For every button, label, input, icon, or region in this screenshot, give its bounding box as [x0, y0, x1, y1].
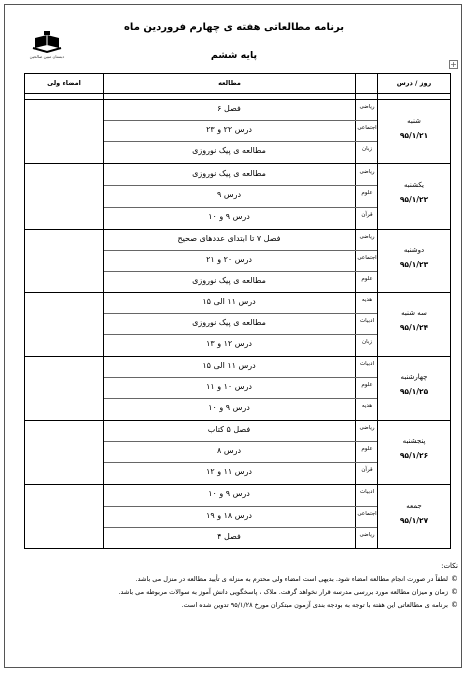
subject-cell: زبان [362, 146, 372, 152]
subject-cell: علوم [361, 276, 373, 282]
notes-section [10, 560, 458, 612]
study-cell: درس ۹ و ۱۰ [208, 212, 250, 221]
study-cell: درس ۱۰ و ۱۱ [206, 382, 252, 391]
subject-cell: ادبیات [359, 318, 375, 324]
day-cell: پنجشنبه ۹۵/۱/۲۶ [399, 437, 429, 460]
day-cell: یکشنبه ۹۵/۱/۲۲ [399, 181, 429, 204]
subject-cell: ادبیات [359, 361, 375, 367]
subject-cell: قرآن [361, 467, 373, 473]
subject-cell: هدیه [361, 297, 373, 303]
subject-cell: اجتماعی [357, 511, 377, 517]
study-cell: مطالعه ی پیک نوروزی [192, 318, 266, 327]
day-cell: چهارشنبه ۹۵/۱/۲۵ [399, 373, 429, 396]
study-cell: مطالعه ی پیک نوروزی [192, 276, 266, 285]
study-cell: درس ۱۱ الی ۱۵ [202, 297, 256, 306]
copyright-bullet-icon: © [451, 588, 458, 596]
day-cell: دوشنبه ۹۵/۱/۲۳ [399, 246, 429, 269]
logo-caption: دبستان مبین صالحین [29, 54, 65, 59]
study-cell: فصل ۴ [217, 532, 241, 541]
study-cell: فصل ۵ کتاب [207, 425, 251, 434]
subject-cell: هدیه [361, 403, 373, 409]
schedule-table [24, 73, 451, 549]
subject-cell: علوم [361, 190, 373, 196]
study-cell: درس ۲۰ و ۲۱ [206, 255, 252, 264]
subject-cell: ریاضی [359, 425, 375, 431]
study-cell: فصل ۶ [217, 104, 241, 113]
study-cell: درس ۹ [216, 190, 242, 199]
subject-cell: قرآن [361, 212, 373, 218]
header-study: مطالعه [218, 79, 241, 87]
subject-cell: ریاضی [359, 104, 375, 110]
note-item: ©برنامه ی مطالعاتی این هفته با توجه به بودجه بندی آزمون مبتکران مورخ ۹۵/۱/۲۸ تدوین شده است. [10, 599, 458, 612]
study-cell: درس ۱۱ الی ۱۵ [202, 361, 256, 370]
study-cell: درس ۱۲ و ۱۳ [206, 339, 252, 348]
study-cell: درس ۸ [216, 446, 242, 455]
day-cell: جمعه ۹۵/۱/۲۷ [399, 502, 429, 525]
subject-cell: ریاضی [359, 169, 375, 175]
subject-cell: علوم [361, 446, 373, 452]
page-title: برنامه مطالعاتی هفته ی چهارم فروردین ماه [124, 22, 344, 33]
study-cell: درس ۱۱ و ۱۲ [206, 467, 252, 476]
study-cell: درس ۱۸ و ۱۹ [206, 511, 252, 520]
day-cell: سه شنبه ۹۵/۱/۲۴ [399, 309, 429, 332]
header-parent-signature: امضاء ولی [47, 79, 81, 87]
subject-cell: ریاضی [359, 532, 375, 538]
note-item: ©لطفاً در صورت انجام مطالعه امضاء شود. بدیهی است امضاء ولی محترم به منزله ی تأیید مطالعه در منزل می باشد. [10, 573, 458, 586]
header-day-subject: روز / درس [396, 79, 432, 87]
subject-cell: اجتماعی [357, 255, 377, 261]
study-cell: فصل ۷ تا ابتدای عددهای صحیح [177, 234, 281, 243]
study-cell: درس ۲۲ و ۲۳ [206, 125, 252, 134]
study-cell: مطالعه ی پیک نوروزی [192, 146, 266, 155]
study-cell: درس ۹ و ۱۰ [208, 403, 250, 412]
table-move-handle-icon[interactable]: + [450, 60, 457, 69]
note-item: ©زمان و میزان مطالعه مورد بررسی مدرسه قرار نخواهد گرفت. ملاک ، پاسخگویی دانش آموز به سوالات مربوطه می باشد. [10, 586, 458, 599]
subject-cell: زبان [362, 339, 372, 345]
subject-cell: علوم [361, 382, 373, 388]
grade-subtitle: پایه ششم [210, 50, 258, 61]
subject-cell: ادبیات [359, 489, 375, 495]
subject-cell: اجتماعی [357, 125, 377, 131]
subject-cell: ریاضی [359, 234, 375, 240]
day-cell: شنبه ۹۵/۱/۲۱ [399, 117, 429, 140]
study-cell: مطالعه ی پیک نوروزی [192, 169, 266, 178]
copyright-bullet-icon: © [451, 601, 458, 609]
notes-label: نکات: [441, 562, 458, 570]
copyright-bullet-icon: © [451, 575, 458, 583]
study-cell: درس ۹ و ۱۰ [208, 489, 250, 498]
